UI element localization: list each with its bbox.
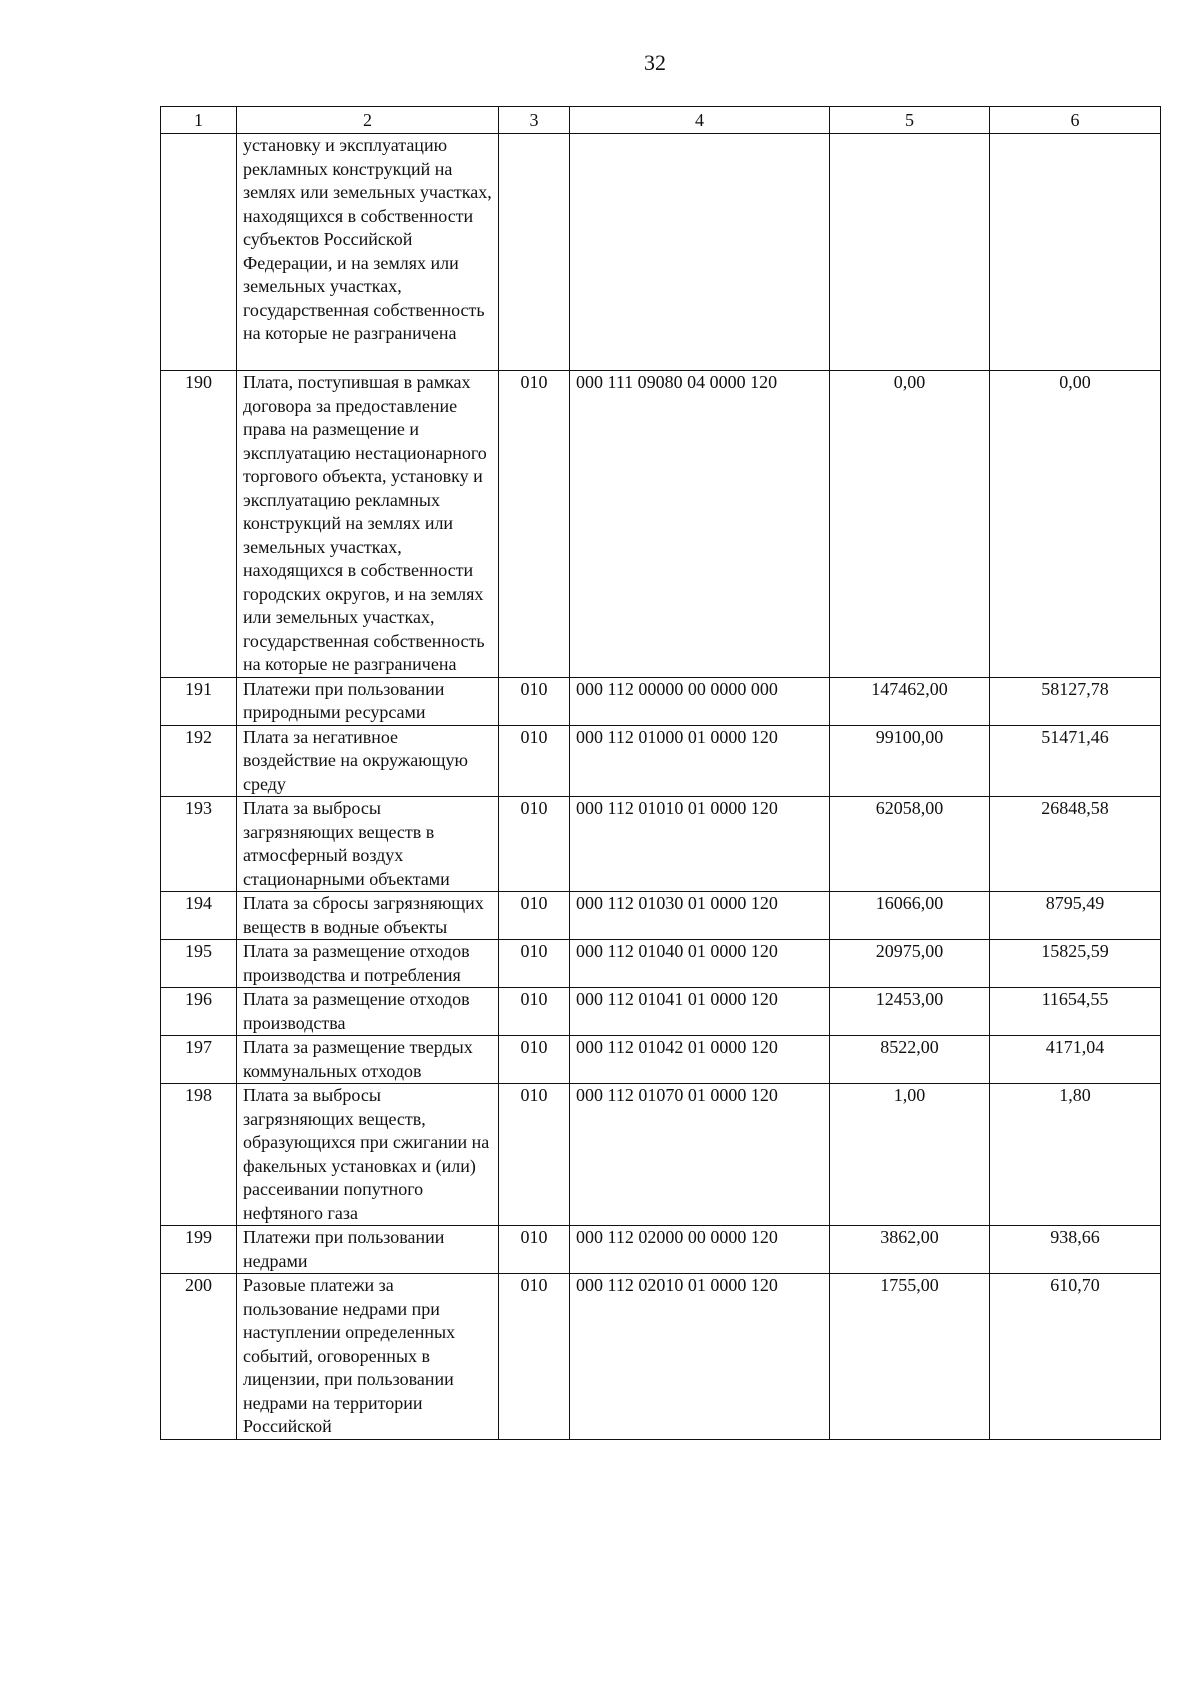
cell-name: Плата за выбросы загрязняющих веществ, образующихся при сжигании на факельных установках и (или) рассеивании попутного нефтяного газа <box>237 1084 499 1226</box>
cell-code: 010 <box>499 725 570 797</box>
cell-kbk: 000 112 01040 01 0000 120 <box>570 940 830 988</box>
cell-name: установку и эксплуатацию рекламных конструкций на землях или земельных участках, находящихся в собственности субъектов Российской Федерации, и на землях или земельных участках, государственная собственность на которые не разграничена <box>237 134 499 371</box>
table-row <box>161 1036 1161 1084</box>
cell-value5: 0,00 <box>830 371 990 678</box>
cell-num: 192 <box>161 725 237 797</box>
cell-num <box>161 134 237 371</box>
cell-value6: 11654,55 <box>990 988 1161 1036</box>
cell-name: Плата, поступившая в рамках договора за предоставление права на размещение и эксплуатацию нестационарного торгового объекта, установку и эксплуатацию рекламных конструкций на землях или земельных участках, находящихся в собственности городских округов, и на землях или земельных участках, государственная собственность на которые не разграничена <box>237 371 499 678</box>
table-row <box>161 892 1161 940</box>
table-row <box>161 1274 1161 1440</box>
cell-value5: 1755,00 <box>830 1274 990 1440</box>
cell-value5: 147462,00 <box>830 677 990 725</box>
cell-code: 010 <box>499 1084 570 1226</box>
cell-code: 010 <box>499 1036 570 1084</box>
cell-value5: 12453,00 <box>830 988 990 1036</box>
table-row <box>161 940 1161 988</box>
table-row <box>161 988 1161 1036</box>
header-col-1: 1 <box>161 107 237 134</box>
cell-num: 195 <box>161 940 237 988</box>
cell-name: Платежи при пользовании недрами <box>237 1226 499 1274</box>
header-col-6: 6 <box>990 107 1161 134</box>
cell-name: Плата за выбросы загрязняющих веществ в атмосферный воздух стационарными объектами <box>237 797 499 892</box>
header-col-2: 2 <box>237 107 499 134</box>
header-col-4: 4 <box>570 107 830 134</box>
cell-value6 <box>990 134 1161 371</box>
cell-code <box>499 134 570 371</box>
cell-name: Плата за размещение твердых коммунальных отходов <box>237 1036 499 1084</box>
cell-kbk: 000 112 00000 00 0000 000 <box>570 677 830 725</box>
table-row <box>161 677 1161 725</box>
cell-kbk: 000 112 01000 01 0000 120 <box>570 725 830 797</box>
cell-kbk: 000 111 09080 04 0000 120 <box>570 371 830 678</box>
cell-code: 010 <box>499 371 570 678</box>
cell-value5: 62058,00 <box>830 797 990 892</box>
cell-num: 191 <box>161 677 237 725</box>
table-row <box>161 1084 1161 1226</box>
cell-code: 010 <box>499 940 570 988</box>
cell-code: 010 <box>499 677 570 725</box>
cell-kbk: 000 112 01041 01 0000 120 <box>570 988 830 1036</box>
cell-kbk: 000 112 01070 01 0000 120 <box>570 1084 830 1226</box>
cell-kbk: 000 112 01010 01 0000 120 <box>570 797 830 892</box>
cell-kbk: 000 112 02000 00 0000 120 <box>570 1226 830 1274</box>
cell-value6: 58127,78 <box>990 677 1161 725</box>
cell-num: 200 <box>161 1274 237 1440</box>
cell-name: Плата за сбросы загрязняющих веществ в водные объекты <box>237 892 499 940</box>
cell-value6: 51471,46 <box>990 725 1161 797</box>
table-row-continuation <box>161 134 1161 371</box>
cell-num: 198 <box>161 1084 237 1226</box>
revenue-table <box>160 106 1161 1440</box>
cell-value5: 1,00 <box>830 1084 990 1226</box>
cell-value6: 8795,49 <box>990 892 1161 940</box>
cell-num: 194 <box>161 892 237 940</box>
cell-name: Разовые платежи за пользование недрами при наступлении определенных событий, оговоренных в лицензии, при пользовании недрами на территории Российской <box>237 1274 499 1440</box>
cell-value5: 16066,00 <box>830 892 990 940</box>
cell-value5 <box>830 134 990 371</box>
cell-code: 010 <box>499 988 570 1036</box>
cell-value6: 26848,58 <box>990 797 1161 892</box>
cell-value6: 610,70 <box>990 1274 1161 1440</box>
cell-value5: 20975,00 <box>830 940 990 988</box>
cell-value6: 0,00 <box>990 371 1161 678</box>
cell-kbk: 000 112 02010 01 0000 120 <box>570 1274 830 1440</box>
cell-value6: 938,66 <box>990 1226 1161 1274</box>
cell-value6: 4171,04 <box>990 1036 1161 1084</box>
table-body <box>161 134 1161 1440</box>
cell-num: 193 <box>161 797 237 892</box>
cell-kbk: 000 112 01030 01 0000 120 <box>570 892 830 940</box>
table-row <box>161 1226 1161 1274</box>
table-row <box>161 371 1161 678</box>
cell-value6: 1,80 <box>990 1084 1161 1226</box>
table-header <box>161 107 1161 134</box>
cell-num: 196 <box>161 988 237 1036</box>
cell-code: 010 <box>499 1274 570 1440</box>
cell-value6: 15825,59 <box>990 940 1161 988</box>
cell-num: 197 <box>161 1036 237 1084</box>
cell-name: Платежи при пользовании природными ресурсами <box>237 677 499 725</box>
cell-kbk: 000 112 01042 01 0000 120 <box>570 1036 830 1084</box>
table-row <box>161 725 1161 797</box>
cell-value5: 3862,00 <box>830 1226 990 1274</box>
cell-kbk <box>570 134 830 371</box>
header-col-3: 3 <box>499 107 570 134</box>
cell-value5: 99100,00 <box>830 725 990 797</box>
cell-name: Плата за размещение отходов производства и потребления <box>237 940 499 988</box>
cell-code: 010 <box>499 892 570 940</box>
header-col-5: 5 <box>830 107 990 134</box>
cell-value5: 8522,00 <box>830 1036 990 1084</box>
table-row <box>161 797 1161 892</box>
cell-name: Плата за негативное воздействие на окружающую среду <box>237 725 499 797</box>
cell-code: 010 <box>499 1226 570 1274</box>
cell-num: 199 <box>161 1226 237 1274</box>
page-number: 32 <box>644 50 666 75</box>
cell-name: Плата за размещение отходов производства <box>237 988 499 1036</box>
cell-code: 010 <box>499 797 570 892</box>
cell-num: 190 <box>161 371 237 678</box>
